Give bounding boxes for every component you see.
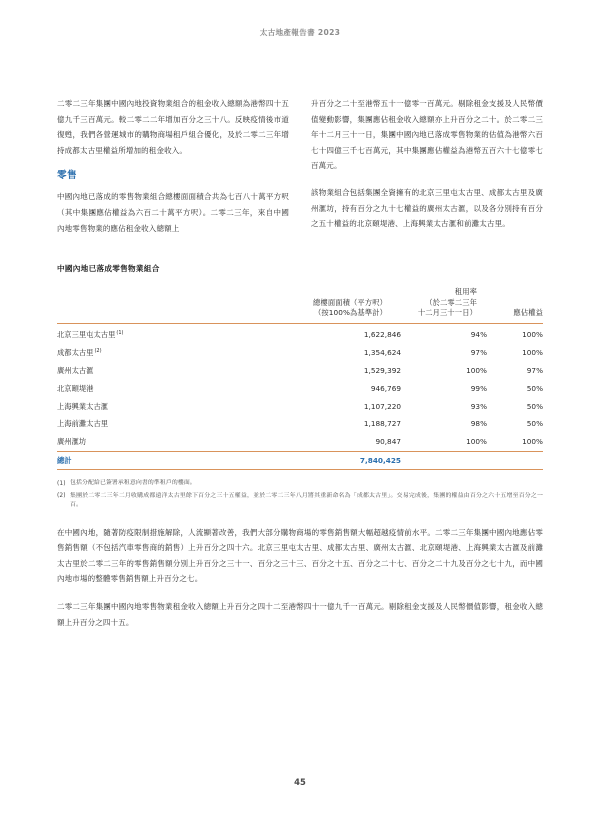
footnote-mark: (2) — [57, 493, 66, 500]
section-heading-retail: 零售 — [57, 170, 77, 182]
cell-total-occupancy — [401, 451, 487, 470]
occupancy-label-line-1: 租用率 — [454, 287, 477, 297]
cell-property-name: 廣州太古滙 — [57, 366, 94, 375]
bottom-paragraphs — [57, 525, 543, 630]
cell-property-name: 北京頤堤港 — [57, 383, 94, 393]
left-paragraph-2: 中國內地已落成的零售物業組合總樓面面積合共為七百八十萬平方呎（其中集團應佔權益為六百二十萬平方呎）。二零二三年，來自中國內地零售物業的應佔租金收入總額上 — [57, 192, 289, 233]
column-header-occupancy — [401, 287, 487, 323]
cell-total-label: 總計 — [57, 451, 289, 470]
cell-occupancy: 100% — [466, 437, 487, 447]
footnote-marker: (2) — [94, 347, 102, 354]
two-column-text — [57, 96, 543, 247]
cell-attributable-interest: 50% — [526, 383, 543, 393]
table-head — [57, 287, 543, 323]
right-column — [311, 96, 543, 243]
left-paragraph-1: 二零二三年集團中國內地投資物業組合的租金收入總額為港幣四十五億九千三百萬元。較二零二二年增加百分之三十八。反映疫情後市道復甦，我們各營運城市的購物商場租戶組合優化，及於二零二三年增持成都太古里權益所增加的租金收入。 — [57, 99, 289, 155]
page-content — [57, 96, 543, 643]
table-row — [57, 397, 543, 415]
interest-label-line-1: 應佔權益 — [513, 308, 543, 318]
page-number: 45 — [294, 777, 306, 787]
cell-occupancy: 100% — [466, 366, 487, 375]
cell-property-name: 成都太古里$^{(2)}$ — [57, 347, 102, 358]
cell-gross-floor-area: 90,847 — [375, 437, 401, 447]
table-title: 中國內地已落成零售物業組合 — [57, 264, 160, 274]
cell-occupancy: 93% — [470, 401, 487, 411]
footnote-text: 集團於二零二三年二月收購成都遠洋太古里餘下百分之三十五權益，並於二零二三年八月將其重新命名為「成都太古里」。交易完成後，集團的權益由百分之六十五增至百分之一百。 — [70, 493, 543, 509]
footnote-mark: (1) — [57, 480, 66, 487]
retail-portfolio-table-section — [57, 263, 543, 511]
cell-total-gross-floor-area: 7,840,425 — [289, 451, 401, 470]
cell-property-name: 上海前灘太古里 — [57, 419, 109, 429]
cell-attributable-interest: 100% — [522, 330, 543, 340]
cell-gross-floor-area: 946,769 — [370, 383, 401, 393]
column-header-attributable-interest — [487, 287, 543, 323]
cell-gross-floor-area: 1,188,727 — [363, 419, 401, 429]
cell-gross-floor-area: 1,107,220 — [363, 401, 401, 411]
footnote-marker: (1) — [116, 330, 124, 337]
cell-attributable-interest: 97% — [526, 366, 543, 375]
running-header: 太古地產報告書 2023 — [259, 28, 341, 37]
cell-attributable-interest: 50% — [526, 401, 543, 411]
cell-property-name: 北京三里屯太古里$^{(1)}$ — [57, 330, 124, 340]
column-header-gross-floor-area — [289, 287, 401, 323]
table-body — [57, 323, 543, 469]
cell-occupancy: 94% — [470, 330, 487, 340]
table-footnotes — [57, 479, 543, 511]
cell-gross-floor-area: 1,529,392 — [363, 366, 401, 375]
footnote — [57, 492, 543, 511]
cell-gross-floor-area: 1,354,624 — [363, 348, 401, 358]
occupancy-label-line-2: （於二零二三年 — [425, 297, 477, 307]
table-row — [57, 323, 543, 343]
cell-property-name: 上海興業太古滙 — [57, 401, 109, 411]
footnote — [57, 479, 543, 489]
gfa-label-line-2: （按100%為基準計） — [313, 308, 387, 318]
right-paragraph-2: 該物業組合包括集團全資擁有的北京三里屯太古里、成都太古里及廣州滙坊，持有百分之九十七權益的廣州太古滙，以及各分別持有百分之五十權益的北京頤堤港、上海興業太古滙和前灘太古里。 — [311, 187, 543, 229]
bottom-paragraph: 二零二三年集團中國內地零售物業租金收入總額上升百分之四十二至港幣四十一億九千一百萬元。剔除租金支援及人民幣價值影響，租金收入總額上升百分之四十五。 — [57, 602, 543, 627]
table-row — [57, 415, 543, 433]
cell-occupancy: 97% — [470, 348, 487, 358]
table-row — [57, 344, 543, 362]
footnote-text: 包括分配給已簽署承租意向書的準租戶的樓面。 — [70, 480, 196, 487]
cell-attributable-interest: 100% — [522, 437, 543, 447]
cell-occupancy: 98% — [470, 419, 487, 429]
occupancy-label-line-3: 十二月三十一日） — [417, 308, 477, 318]
cell-attributable-interest: 100% — [522, 348, 543, 358]
gfa-label-line-1: 總樓面面積（平方呎） — [313, 297, 387, 307]
table-header-row — [57, 287, 543, 323]
cell-property-name: 廣州滙坊 — [57, 437, 87, 447]
cell-total-attributable-interest — [487, 451, 543, 470]
table-total-row — [57, 451, 543, 470]
table-row — [57, 379, 543, 397]
bottom-paragraph: 在中國內地，隨著防疫限制措施解除，人流顯著改善，我們大部分購物商場的零售銷售額大幅超越疫情前水平。二零二三年集團中國內地應佔零售銷售額（不包括汽車零售商的銷售）上升百分之四十六。北京三里屯太古里、成都太古里、廣州太古滙、北京頤堤港、上海興業太古滙及前灘太古里於二零二三年的零售銷售額分別上升百分之三十一、百分之三十三、百分之十五、百分之二十七、百分之二十九及百分之七十九，而中國內地市場的整體零售銷售額上升百分之七。 — [57, 527, 543, 584]
retail-portfolio-table — [57, 287, 543, 470]
left-column — [57, 96, 289, 247]
cell-occupancy: 99% — [470, 383, 487, 393]
table-row — [57, 433, 543, 451]
cell-attributable-interest: 50% — [526, 419, 543, 429]
table-row — [57, 362, 543, 380]
column-header-property — [57, 287, 289, 323]
cell-gross-floor-area: 1,622,846 — [363, 330, 401, 340]
right-paragraph-1: 升百分之二十至港幣五十一億零一百萬元。剔除租金支援及人民幣價值變動影響，集團應佔租金收入總額亦上升百分之二十。於二零二三年十二月三十一日，集團中國內地已落成零售物業的估值為港幣六百七十四億三千七百萬元，其中集團應佔權益為港幣五百六十七億零七百萬元。 — [311, 99, 543, 171]
